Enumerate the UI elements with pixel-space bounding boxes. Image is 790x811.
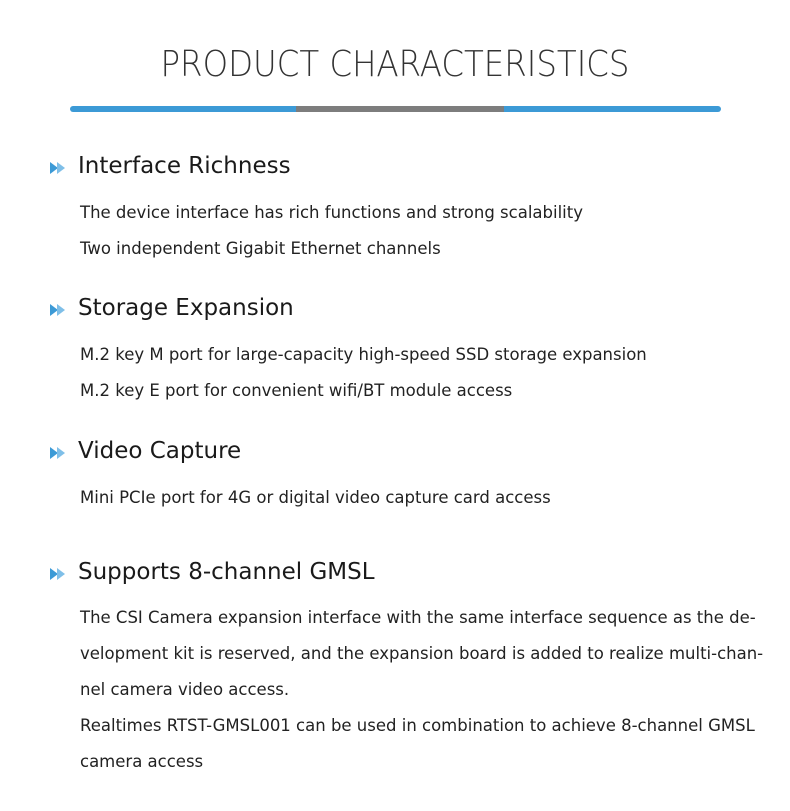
double-triangle-arrow-icon (50, 447, 66, 459)
section-text-line: Realtimes RTST-GMSL001 can be used in combination to achieve 8-channel GMSL (80, 716, 755, 735)
title-underline-left (70, 106, 296, 112)
section-text-line: nel camera video access. (80, 680, 290, 699)
section-heading: Storage Expansion (78, 295, 294, 321)
section-text-line: Mini PCIe port for 4G or digital video capture card access (80, 488, 551, 507)
double-triangle-arrow-icon (50, 162, 66, 174)
section-text-line: M.2 key E port for convenient wifi/BT module access (80, 381, 513, 400)
section-text-line: camera access (80, 752, 204, 771)
section-text-line: M.2 key M port for large-capacity high-speed SSD storage expansion (80, 345, 647, 364)
title-underline-center (296, 106, 504, 112)
section-heading: Video Capture (78, 438, 242, 464)
double-triangle-arrow-icon (50, 304, 66, 316)
section-heading: Supports 8-channel GMSL (78, 559, 375, 585)
title-underline-right (504, 106, 721, 112)
section-text-line: velopment kit is reserved, and the expansion board is added to realize multi-chan- (80, 644, 764, 663)
section-heading: Interface Richness (78, 153, 291, 179)
section-text-line: The CSI Camera expansion interface with the same interface sequence as the de- (80, 608, 756, 627)
section-text-line: The device interface has rich functions and strong scalability (80, 203, 583, 222)
double-triangle-arrow-icon (50, 568, 66, 580)
page-title: PRODUCT CHARACTERISTICS (160, 44, 630, 85)
section-text-line: Two independent Gigabit Ethernet channels (80, 239, 441, 258)
